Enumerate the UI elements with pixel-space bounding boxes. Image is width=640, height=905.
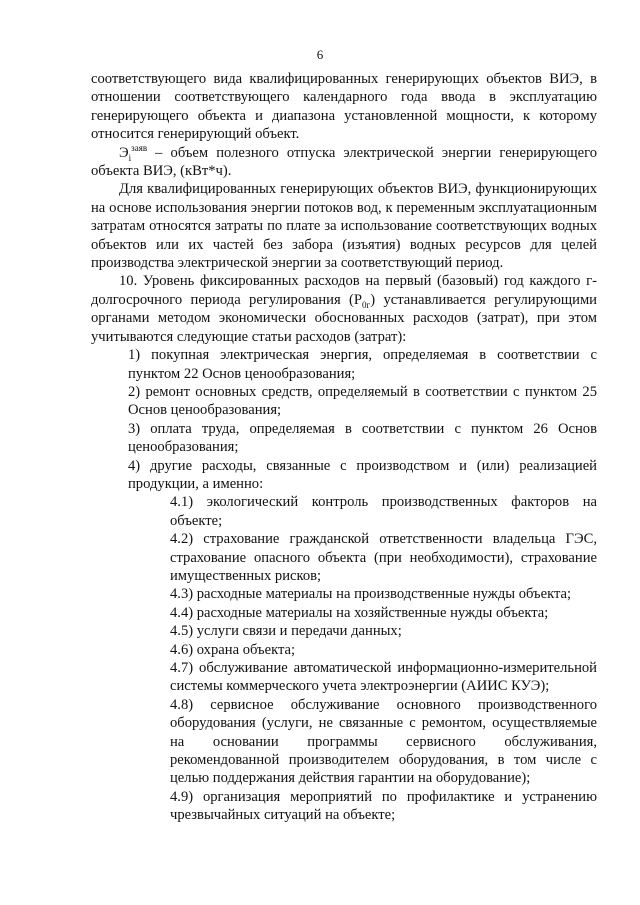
energy-symbol-subscript: i — [128, 152, 132, 163]
energy-symbol-superscript: заяв — [131, 142, 148, 153]
paragraph-10-subscript: 0г — [362, 299, 371, 310]
sub-list-item: 4.1) экологический контроль производственных факторов на объекте; — [170, 494, 597, 529]
page-number: 6 — [316, 47, 324, 62]
sub-list-item: 4.7) обслуживание автоматической информационно-измерительной системы коммерческого учета электроэнергии (АИИС КУЭ); — [170, 660, 597, 695]
sub-list-item: 4.6) охрана объекта; — [170, 641, 296, 658]
list-item: 4) другие расходы, связанные с производством и (или) реализацией продукции, а именно: — [128, 457, 597, 492]
paragraph-10-text-end: ) устанавливается регулирующими органами методом экономически обоснованных расходов (затрат), при этом учитываются следующие статьи расходов (затрат): — [91, 291, 597, 345]
list-item: 3) оплата труда, определяемая в соответствии с пунктом 26 Основ ценообразования; — [128, 420, 597, 456]
sub-list-item: 4.3) расходные материалы на производственные нужды объекта; — [170, 586, 572, 603]
document-body — [91, 70, 597, 825]
sub-list-item: 4.8) сервисное обслуживание основного производственного оборудования (услуги, не связанные с ремонтом, осуществляемые на основании программы сервисного обслуживания, рекомендованной производителем оборудования, в том числе с целью поддержания действия гарантии на оборудование); — [170, 696, 597, 787]
paragraph-continuation: соответствующего вида квалифицированных генерирующих объектов ВИЭ, в отношении соответствующего календарного года ввода в эксплуатацию генерирующего объекта и диапазона установленной мощности, к которому относится генерирующий объект. — [91, 71, 597, 143]
paragraph-10 — [91, 272, 597, 346]
paragraph-definition — [91, 144, 597, 181]
definition-text: – объем полезного отпуска электрической энергии генерирующего объекта ВИЭ, (кВт*ч). — [91, 144, 597, 180]
paragraph-10-text-start: 10. Уровень фиксированных расходов на первый (базовый) год каждого г-долгосрочного периода регулирования (Р — [91, 273, 597, 308]
list-item: 2) ремонт основных средств, определяемый в соответствии с пунктом 25 Основ ценообразования; — [128, 383, 597, 419]
paragraph-hydro: Для квалифицированных генерирующих объектов ВИЭ, функционирующих на основе использования энергии потоков вод, к переменным эксплуатационным затратам относятся затраты по плате за использование соответствующих водных объектов или их частей без забора (изъятия) водных ресурсов для целей производства электрической энергии за соответствующий период. — [91, 181, 597, 272]
sub-list-item: 4.5) услуги связи и передачи данных; — [170, 623, 402, 640]
sub-list-item: 4.9) организация мероприятий по профилактике и устранению чрезвычайных ситуаций на объекте; — [170, 788, 597, 824]
list-item: 1) покупная электрическая энергия, определяемая в соответствии с пунктом 22 Основ ценообразования; — [128, 347, 597, 382]
energy-symbol: Э — [119, 144, 129, 161]
sub-list-item: 4.2) страхование гражданской ответственности владельца ГЭС, страхование опасного объекта (при необходимости), страхование имущественных рисков; — [170, 531, 597, 584]
sub-list-item: 4.4) расходные материалы на хозяйственные нужды объекта; — [170, 604, 549, 621]
